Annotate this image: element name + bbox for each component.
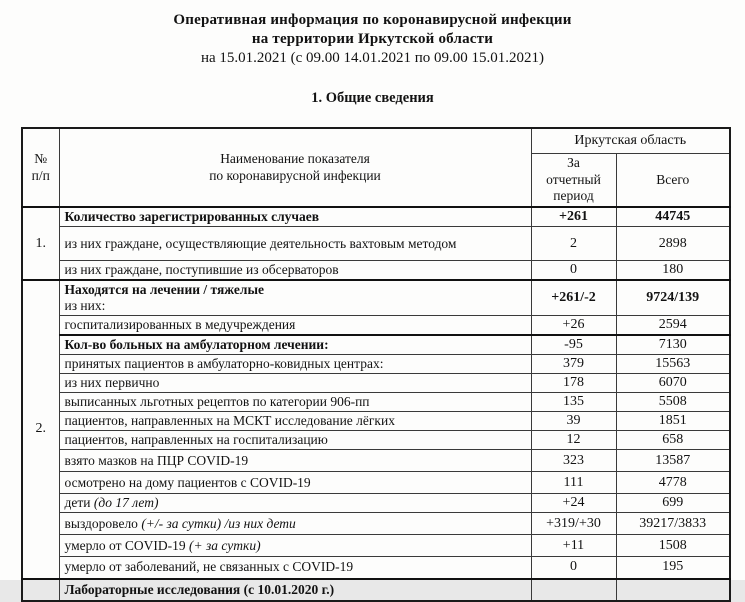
row-label: умерло от заболеваний, не связанных с COVID-19 — [59, 557, 531, 579]
row-period-value: +11 — [531, 535, 616, 557]
row-total-value: 699 — [616, 494, 730, 513]
row-period-value: +24 — [531, 494, 616, 513]
table-row — [22, 494, 730, 513]
row-label — [59, 535, 531, 557]
col-header-total: Всего — [616, 154, 730, 208]
covid-report-table — [21, 127, 731, 602]
col-header-region: Иркутская область — [531, 128, 730, 154]
row-total-value: 2594 — [616, 316, 730, 336]
row-period-value: 2 — [531, 227, 616, 261]
header-row-top — [22, 128, 730, 154]
col-header-indicator-line1: Наименование показателя — [220, 151, 370, 167]
row-period-value — [531, 579, 616, 601]
row-label: из них граждане, осуществляющие деятельность вахтовым методом — [59, 227, 531, 261]
group-number: 2. — [22, 280, 59, 579]
table-row — [22, 316, 730, 336]
table-row — [22, 450, 730, 472]
row-label-main: дети — [64, 495, 94, 510]
row-label: пациентов, направленных на МСКТ исследование лёгких — [59, 412, 531, 431]
report-title-line1: Оперативная информация по коронавирусной инфекции — [173, 12, 572, 28]
row-total-value: 5508 — [616, 393, 730, 412]
row-period-value: -95 — [531, 335, 616, 355]
table-row — [22, 535, 730, 557]
table-row — [22, 412, 730, 431]
row-total-value: 1508 — [616, 535, 730, 557]
row-label: из них первично — [59, 374, 531, 393]
row-label-sub: из них: — [64, 298, 106, 313]
table-row — [22, 207, 730, 227]
row-period-value: 323 — [531, 450, 616, 472]
row-total-value: 39217/3833 — [616, 513, 730, 535]
section-heading: 1. Общие сведения — [311, 90, 434, 106]
row-label: Лабораторные исследования (с 10.01.2020 г.) — [59, 579, 531, 601]
row-label-main: выздоровело — [64, 515, 142, 531]
table-row — [22, 355, 730, 374]
table-row — [22, 513, 730, 535]
row-label: из них граждане, поступившие из обсерваторов — [59, 261, 531, 281]
row-label: осмотрено на дому пациентов с COVID-19 — [59, 472, 531, 494]
title-block — [0, 0, 745, 107]
row-total-value: 13587 — [616, 450, 730, 472]
row-total-value: 195 — [616, 557, 730, 579]
table-row — [22, 557, 730, 579]
row-period-value: 135 — [531, 393, 616, 412]
row-total-value — [616, 579, 730, 601]
row-period-value: +319/+30 — [531, 513, 616, 535]
row-label — [59, 280, 531, 316]
table-row — [22, 393, 730, 412]
row-total-value: 1851 — [616, 412, 730, 431]
row-label: принятых пациентов в амбулаторно-ковидных центрах: — [59, 355, 531, 374]
row-period-value: 111 — [531, 472, 616, 494]
row-label: Количество зарегистрированных случаев — [59, 207, 531, 227]
row-label-italic: (до 17 лет) — [93, 495, 159, 510]
row-label — [59, 513, 531, 535]
row-label-italic: (+/- за сутки) /из них дети — [141, 515, 296, 531]
row-label — [59, 494, 531, 513]
row-period-value: 12 — [531, 431, 616, 450]
row-label-main: Находятся на лечении / тяжелые — [64, 282, 264, 297]
col-header-period: За отчетный период — [531, 154, 616, 208]
row-total-value: 4778 — [616, 472, 730, 494]
row-period-value: 178 — [531, 374, 616, 393]
row-total-value: 180 — [616, 261, 730, 281]
row-label-main: умерло от COVID-19 — [64, 537, 190, 553]
row-total-value: 9724/139 — [616, 280, 730, 316]
table-row — [22, 335, 730, 355]
col-header-num — [22, 128, 59, 207]
row-label: Кол-во больных на амбулаторном лечении: — [59, 335, 531, 355]
table-row — [22, 227, 730, 261]
row-label: пациентов, направленных на госпитализацию — [59, 431, 531, 450]
row-period-value: 379 — [531, 355, 616, 374]
col-header-num-line2: п/п — [31, 167, 50, 183]
row-total-value: 7130 — [616, 335, 730, 355]
row-period-value: +261/-2 — [531, 280, 616, 316]
row-period-value: 0 — [531, 557, 616, 579]
row-total-value: 2898 — [616, 227, 730, 261]
table-row — [22, 261, 730, 281]
table-row-partial — [22, 579, 730, 601]
table-row — [22, 374, 730, 393]
row-period-value: +26 — [531, 316, 616, 336]
row-label: выписанных льготных рецептов по категории 906-пп — [59, 393, 531, 412]
group-number: 1. — [22, 207, 59, 280]
row-total-value: 44745 — [616, 207, 730, 227]
row-period-value: 39 — [531, 412, 616, 431]
row-label-italic: (+ за сутки) — [189, 537, 261, 553]
row-total-value: 6070 — [616, 374, 730, 393]
row-total-value: 658 — [616, 431, 730, 450]
row-period-value: 0 — [531, 261, 616, 281]
row-label: взято мазков на ПЦР COVID-19 — [59, 450, 531, 472]
table-row — [22, 472, 730, 494]
table-row — [22, 431, 730, 450]
table-row — [22, 280, 730, 316]
col-header-indicator — [59, 128, 531, 207]
group-number — [22, 579, 59, 601]
row-label: госпитализированных в медучреждения — [59, 316, 531, 336]
row-total-value: 15563 — [616, 355, 730, 374]
col-header-num-line1: № — [34, 151, 48, 167]
row-period-value: +261 — [531, 207, 616, 227]
report-date-line: на 15.01.2021 (с 09.00 14.01.2021 по 09.00 15.01.2021) — [200, 50, 545, 66]
report-title-line2: на территории Иркутской области — [251, 31, 494, 47]
col-header-indicator-line2: по коронавирусной инфекции — [209, 167, 381, 183]
